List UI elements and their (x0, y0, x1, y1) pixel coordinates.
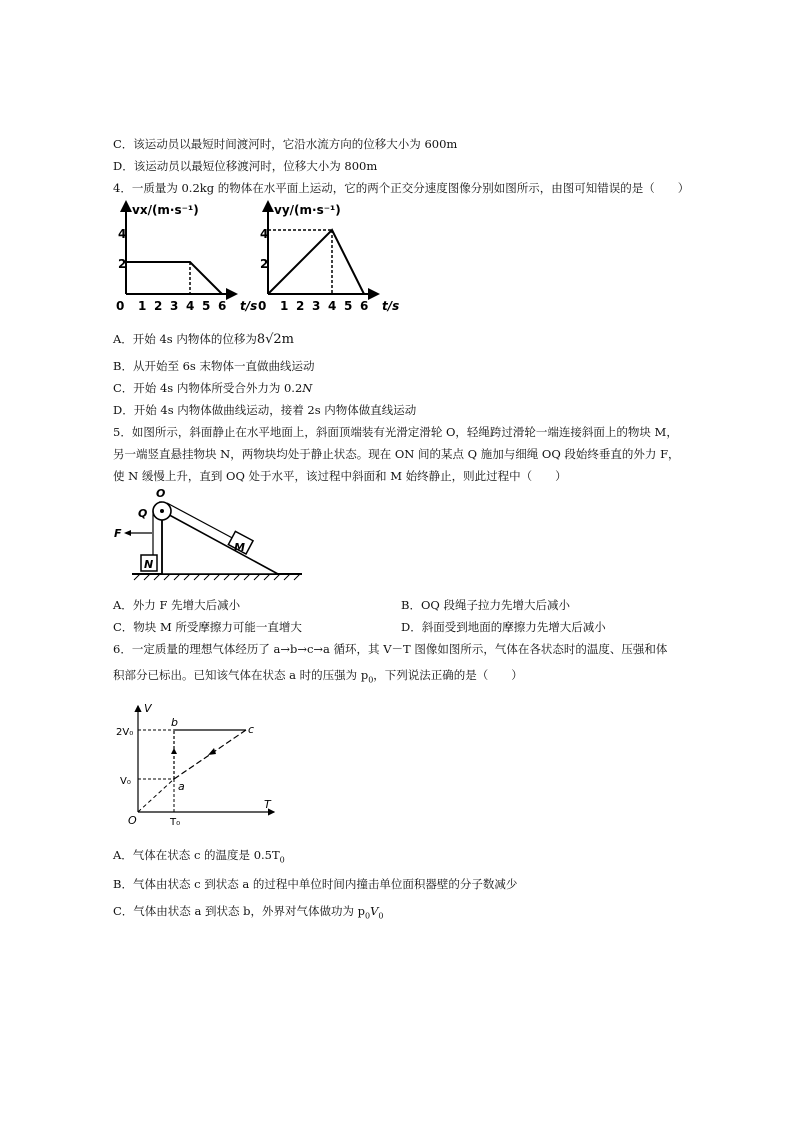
q5-stem-line2: 另一端竖直悬挂物块 N，两物块均处于静止状态。现在 ON 间的某点 Q 施加与细绳 OQ 段始终垂直的外力 F， (113, 447, 680, 461)
q6-option-a-sub: 0 (279, 855, 285, 865)
axis-V: V (144, 702, 152, 715)
q6-stem-line2-end: ，下列说法正确的是（ ） (373, 668, 523, 682)
vx-ytick-4: 4 (118, 227, 127, 241)
q6-option-a (113, 847, 285, 868)
vx-graph (116, 202, 257, 313)
figure-q4-velocity-graphs (118, 198, 398, 320)
xtick-label: 0 (116, 299, 125, 313)
figure-q6-vt-graph (114, 700, 286, 830)
xtick-label: 4 (186, 299, 195, 313)
point-b: b (171, 716, 178, 729)
label-O: O (156, 487, 166, 500)
q6-stem-line2 (113, 667, 523, 688)
label-F: F (114, 527, 122, 540)
xtick-label: 5 (344, 299, 353, 313)
origin-O: O (128, 814, 137, 827)
q5-stem-line3: 使 N 缓慢上升，直到 OQ 处于水平，该过程中斜面和 M 始终静止，则此过程中（ ） (113, 469, 567, 483)
vy-xtick-labels (258, 299, 368, 313)
label-N: N (144, 558, 154, 571)
q6-option-b: B．气体由状态 c 到状态 a 的过程中单位时间内撞击单位面积器壁的分子数减少 (113, 877, 518, 891)
xtick-label: 2 (154, 299, 163, 313)
q4-option-a-value: 8√2m (256, 332, 294, 347)
q5-option-a: A．外力 F 先增大后减小 (113, 598, 241, 612)
point-a: a (178, 780, 185, 793)
q5-option-d: D．斜面受到地面的摩擦力先增大后减小 (401, 620, 606, 634)
q6-option-c (113, 903, 384, 924)
vx-series-line (126, 262, 222, 294)
xtick-label: 4 (328, 299, 337, 313)
q5-option-b: B．OQ 段绳子拉力先增大后减小 (401, 598, 570, 612)
vy-graph (258, 202, 399, 313)
xtick-label: 6 (218, 299, 227, 313)
xtick-label: 2 (296, 299, 305, 313)
xtick-label: 1 (138, 299, 147, 313)
label-Q: Q (138, 507, 148, 520)
q6-option-c-V: V (370, 904, 379, 918)
tick-T0: T₀ (170, 817, 181, 828)
vy-series-line (268, 230, 364, 294)
option-line-c: C．该运动员以最短时间渡河时，它沿水流方向的位移大小为 600m (113, 137, 458, 151)
xtick-label: 5 (202, 299, 211, 313)
q6-option-c-text: C．气体由状态 a 到状态 b，外界对气体做功为 p (113, 904, 365, 918)
label-M: M (234, 541, 245, 554)
q6-option-a-text: A．气体在状态 c 的温度是 0.5T (113, 848, 280, 862)
q4-option-b: B．从开始至 6s 末物体一直做曲线运动 (113, 359, 315, 373)
vy-ytick-2: 2 (260, 257, 269, 271)
xtick-label: 3 (170, 299, 179, 313)
q4-option-c (113, 380, 312, 396)
q6-stem-line2-text: 积部分已标出。已知该气体在状态 a 时的压强为 p (113, 668, 369, 682)
option-line-d: D．该运动员以最短位移渡河时，位移大小为 800m (113, 159, 378, 173)
point-c: c (248, 723, 255, 736)
q4-option-c-text: C．开始 4s 内物体所受合外力为 0.2 (113, 381, 303, 395)
figure-q5-incline-pulley (112, 487, 308, 587)
q4-option-a (113, 331, 294, 348)
axis-T: T (264, 798, 271, 811)
q6-p0-sub: 0 (368, 675, 374, 685)
q4-option-a-text: A．开始 4s 内物体的位移为 (113, 332, 257, 346)
tick-2V0: 2V₀ (116, 727, 134, 738)
vx-axis-label: vx/(m·s⁻¹) (132, 203, 199, 217)
vx-x-label: t/s (240, 299, 258, 313)
vx-xtick-labels (116, 299, 226, 313)
q4-option-d: D．开始 4s 内物体做曲线运动，接着 2s 内物体做直线运动 (113, 403, 417, 417)
tick-V0: V₀ (120, 776, 131, 787)
q4-option-c-unit: N (302, 381, 313, 395)
q6-option-c-sub1: 0 (365, 911, 371, 921)
xtick-label: 0 (258, 299, 267, 313)
q5-option-c: C．物块 M 所受摩擦力可能一直增大 (113, 620, 302, 634)
vy-x-label: t/s (382, 299, 400, 313)
xtick-label: 6 (360, 299, 369, 313)
xtick-label: 1 (280, 299, 289, 313)
q6-stem-line1: 6．一定质量的理想气体经历了 a→b→c→a 循环，其 V－T 图像如图所示，气体在各状态时的温度、压强和体 (113, 642, 668, 656)
vy-ytick-4: 4 (260, 227, 269, 241)
xtick-label: 3 (312, 299, 321, 313)
q5-stem-line1: 5．如图所示，斜面静止在水平地面上，斜面顶端装有光滑定滑轮 O，轻绳跨过滑轮一端连接斜面上的物块 M， (113, 425, 678, 439)
vy-axis-label: vy/(m·s⁻¹) (274, 203, 341, 217)
q6-option-c-sub2: 0 (378, 911, 384, 921)
question-4-stem: 4．一质量为 0.2kg 的物体在水平面上运动，它的两个正交分速度图像分别如图所示，由图可知错误的是（ ） (113, 181, 690, 195)
vx-ytick-2: 2 (118, 257, 127, 271)
